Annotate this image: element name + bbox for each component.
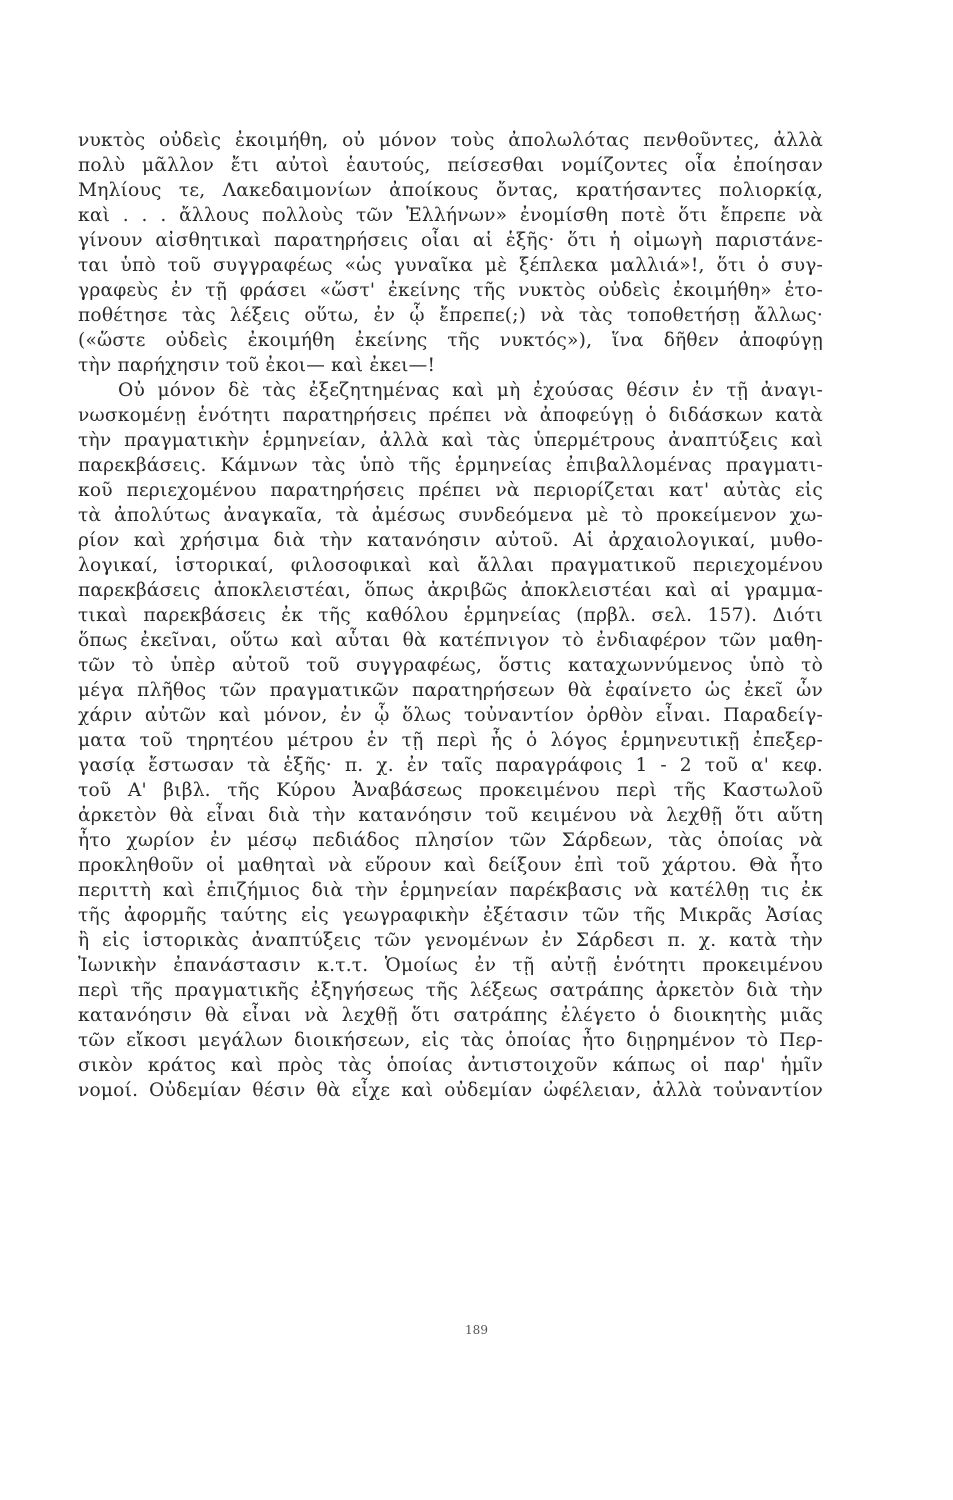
text-line: γραφεὺς ἐν τῇ φράσει «ὥστ' ἐκείνης τῆς νυκτὸς οὐδεὶς ἐκοιμήθη» ἐτο- — [78, 280, 823, 301]
text-line: τῶν εἴκοσι μεγάλων διοικήσεων, εἰς τὰς ὁποίας ἦτο διῃρημένον τὸ Περ- — [78, 1030, 823, 1051]
text-line: τοῦ Α' βιβλ. τῆς Κύρου Ἀναβάσεως προκειμένου περὶ τῆς Καστωλοῦ — [78, 780, 823, 801]
text-line: προκληθοῦν οἱ μαθηταὶ νὰ εὕρουν καὶ δείξουν ἐπὶ τοῦ χάρτου. Θὰ ἦτο — [78, 855, 823, 876]
text-line: κοῦ περιεχομένου παρατηρήσεις πρέπει νὰ περιορίζεται κατ' αὐτὰς εἰς — [78, 480, 823, 501]
text-line: ἢ εἰς ἱστορικὰς ἀναπτύξεις τῶν γενομένων ἐν Σάρδεσι π. χ. κατὰ τὴν — [78, 930, 823, 951]
page-number: 189 — [465, 1323, 488, 1337]
text-line: παρεκβάσεις ἀποκλειστέαι, ὅπως ἀκριβῶς ἀποκλειστέαι καὶ αἱ γραμμα- — [78, 580, 823, 601]
text-line: ποθέτησε τὰς λέξεις οὕτω, ἐν ᾧ ἔπρεπε(;) νὰ τὰς τοποθετήσῃ ἄλλως· — [78, 305, 823, 326]
text-line: ται ὑπὸ τοῦ συγγραφέως «ὡς γυναῖκα μὲ ξέπλεκα μαλλιά»!, ὅτι ὁ συγ- — [78, 255, 823, 276]
text-line: ρίον καὶ χρήσιμα διὰ τὴν κατανόησιν αὐτοῦ. Αἱ ἀρχαιολογικαί, μυθο- — [78, 530, 823, 551]
text-line: ἀρκετὸν θὰ εἶναι διὰ τὴν κατανόησιν τοῦ κειμένου νὰ λεχθῇ ὅτι αὕτη — [78, 805, 823, 826]
text-line: νωσκομένῃ ἑνότητι παρατηρήσεις πρέπει νὰ ἀποφεύγῃ ὁ διδάσκων κατὰ — [78, 405, 823, 426]
text-line: Οὐ μόνον δὲ τὰς ἐξεζητημένας καὶ μὴ ἐχούσας θέσιν ἐν τῇ ἀναγι- — [118, 380, 823, 401]
text-line: πολὺ μᾶλλον ἔτι αὐτοὶ ἑαυτούς, πείσεσθαι νομίζοντες οἷα ἐποίησαν — [78, 155, 823, 176]
text-line: καὶ . . . ἄλλους πολλοὺς τῶν Ἑλλήνων» ἐνομίσθη ποτὲ ὅτι ἔπρεπε νὰ — [78, 205, 823, 226]
text-line: χάριν αὐτῶν καὶ μόνον, ἐν ᾧ ὅλως τοὐναντίον ὀρθὸν εἶναι. Παραδείγ- — [78, 705, 823, 726]
text-line: νυκτὸς οὐδεὶς ἐκοιμήθη, οὐ μόνον τοὺς ἀπολωλότας πενθοῦντες, ἀλλὰ — [78, 130, 823, 151]
text-line: Μηλίους τε, Λακεδαιμονίων ἀποίκους ὄντας, κρατήσαντες πολιορκίᾳ, — [78, 180, 823, 201]
text-line: κατανόησιν θὰ εἶναι νὰ λεχθῇ ὅτι σατράπης ἐλέγετο ὁ διοικητὴς μιᾶς — [78, 1005, 823, 1026]
text-line: τῆς ἀφορμῆς ταύτης εἰς γεωγραφικὴν ἐξέτασιν τῶν τῆς Μικρᾶς Ἀσίας — [78, 905, 823, 926]
text-line: («ὥστε οὐδεὶς ἐκοιμήθη ἐκείνης τῆς νυκτός»), ἵνα δῆθεν ἀποφύγῃ — [78, 330, 823, 351]
text-line: τὰ ἀπολύτως ἀναγκαῖα, τὰ ἀμέσως συνδεόμενα μὲ τὸ προκείμενον χω- — [78, 505, 823, 526]
text-line: ματα τοῦ τηρητέου μέτρου ἐν τῇ περὶ ἧς ὁ λόγος ἑρμηνευτικῇ ἐπεξερ- — [78, 730, 823, 751]
text-line: γίνουν αἰσθητικαὶ παρατηρήσεις οἷαι αἱ ἑξῆς· ὅτι ἡ οἰμωγὴ παριστάνε- — [78, 230, 823, 251]
text-line: ἦτο χωρίον ἐν μέσῳ πεδιάδος πλησίον τῶν Σάρδεων, τὰς ὁποίας νὰ — [78, 830, 823, 851]
text-line: παρεκβάσεις. Κάμνων τὰς ὑπὸ τῆς ἑρμηνείας ἐπιβαλλομένας πραγματι- — [78, 455, 823, 476]
text-line: τὴν πραγματικὴν ἑρμηνείαν, ἀλλὰ καὶ τὰς ὑπερμέτρους ἀναπτύξεις καὶ — [78, 430, 823, 451]
text-line: περὶ τῆς πραγματικῆς ἐξηγήσεως τῆς λέξεως σατράπης ἀρκετὸν διὰ τὴν — [78, 980, 823, 1001]
text-line: ὅπως ἐκεῖναι, οὕτω καὶ αὗται θὰ κατέπνιγον τὸ ἐνδιαφέρον τῶν μαθη- — [78, 630, 823, 651]
text-line: τὴν παρήχησιν τοῦ ἐκοι— καὶ ἐκει—! — [78, 355, 436, 376]
text-line: περιττὴ καὶ ἐπιζήμιος διὰ τὴν ἑρμηνείαν παρέκβασις νὰ κατέλθῃ τις ἐκ — [78, 880, 823, 901]
text-line: λογικαί, ἱστορικαί, φιλοσοφικαὶ καὶ ἄλλαι πραγματικοῦ περιεχομένου — [78, 555, 823, 576]
text-line: μέγα πλῆθος τῶν πραγματικῶν παρατηρήσεων θὰ ἐφαίνετο ὡς ἐκεῖ ὧν — [78, 680, 823, 701]
page-body — [78, 128, 823, 1103]
text-line: τικαὶ παρεκβάσεις ἐκ τῆς καθόλου ἑρμηνείας (πρβλ. σελ. 157). Διότι — [78, 605, 823, 626]
text-line: νομοί. Οὐδεμίαν θέσιν θὰ εἶχε καὶ οὐδεμίαν ὠφέλειαν, ἀλλὰ τοὐναντίον — [78, 1080, 823, 1101]
text-line: Ἰωνικὴν ἐπανάστασιν κ.τ.τ. Ὁμοίως ἐν τῇ αὐτῇ ἑνότητι προκειμένου — [78, 955, 823, 976]
text-line: γασίᾳ ἔστωσαν τὰ ἑξῆς· π. χ. ἐν ταῖς παραγράφοις 1 - 2 τοῦ α' κεφ. — [78, 755, 823, 776]
text-line: σικὸν κράτος καὶ πρὸς τὰς ὁποίας ἀντιστοιχοῦν κάπως οἱ παρ' ἡμῖν — [78, 1055, 823, 1076]
text-line: τῶν τὸ ὑπὲρ αὐτοῦ τοῦ συγγραφέως, ὅστις καταχωννύμενος ὑπὸ τὸ — [78, 655, 823, 676]
